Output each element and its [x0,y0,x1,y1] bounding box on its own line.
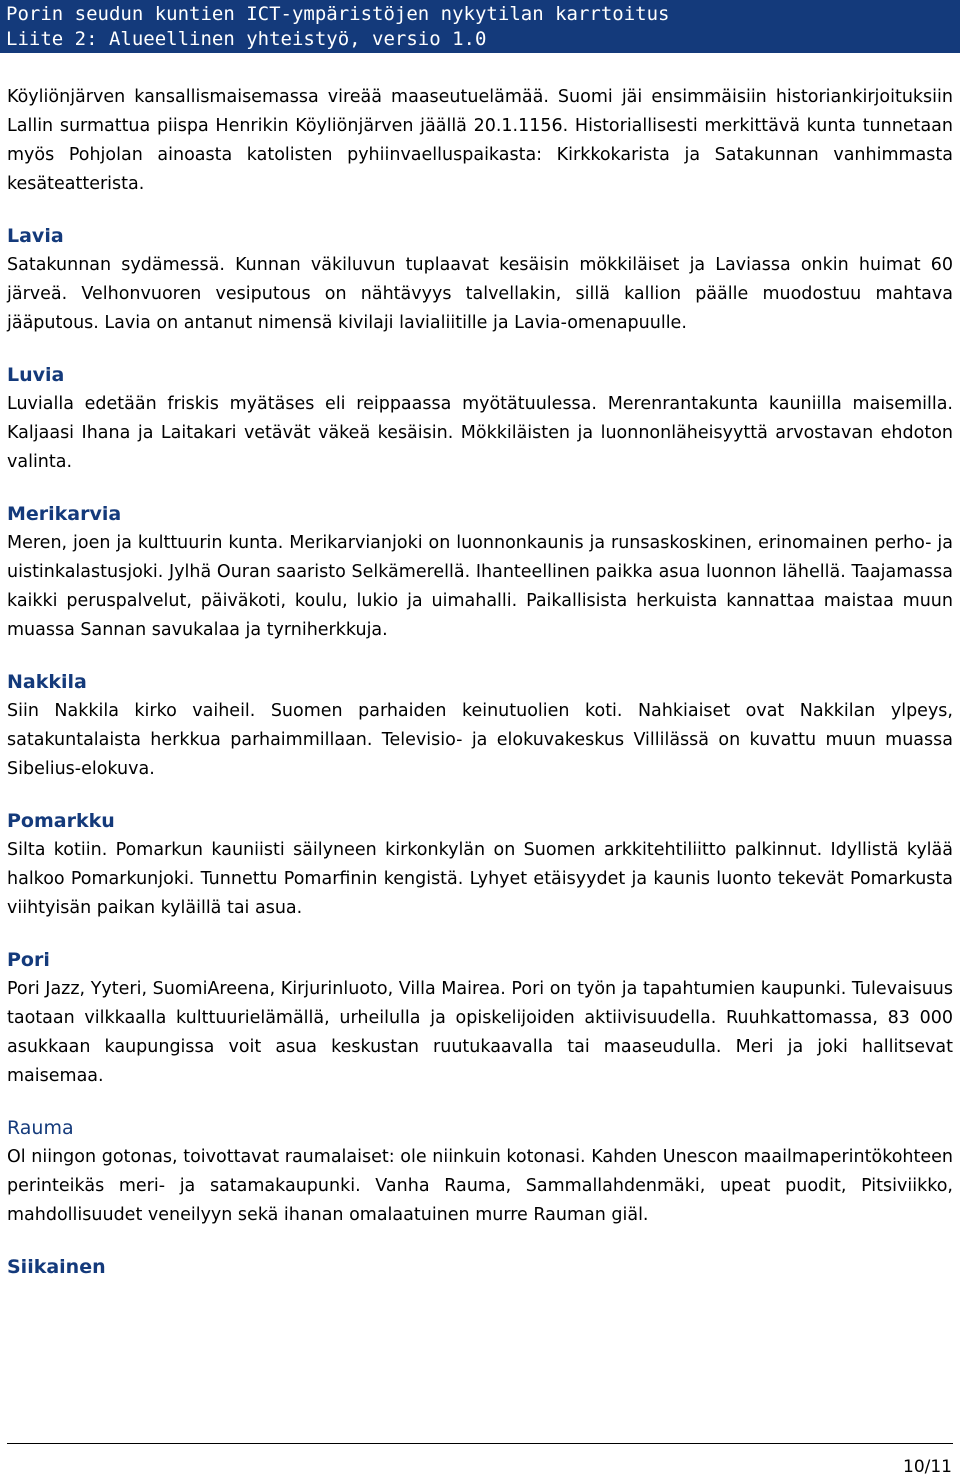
section-rauma [7,1114,953,1230]
section-text: Satakunnan sydämessä. Kunnan väkiluvun tuplaavat kesäisin mökkiläiset ja Laviassa onkin huimat 60 järveä. Velhonvuoren vesiputous on nähtävyys talvellakin, sillä kallion päälle muodostuu mahtava jääputous. Lavia on antanut nimensä kivilaji lavialiitille ja Lavia-omenapuulle. [7,255,953,333]
header-subtitle: Liite 2: Alueellinen yhteistyö, versio 1.0 [6,28,487,50]
header-title: Porin seudun kuntien ICT-ympäristöjen nykytilan karrtoitus [6,3,670,25]
section-text: Silta kotiin. Pomarkun kauniisti säilyneen kirkonkylän on Suomen arkkitehtiliitto palkinnut. Idyllistä kylää halkoo Pomarkunjoki. Tunnettu Pomarfinin kengistä. Lyhyet etäisyydet ja kaunis luonto tekevät Pomarkusta viihtyisän paikan kyläillä tai asua. [7,840,953,918]
section-heading: Nakkila [7,671,87,693]
section-merikarvia [7,500,953,645]
footer-divider [7,1443,953,1444]
section-heading: Luvia [7,364,65,386]
section-siikainen [7,1253,953,1282]
section-text: Meren, joen ja kulttuurin kunta. Merikarvianjoki on luonnonkaunis ja runsaskoskinen, erinomainen perho- ja uistinkalastusjoki. Jylhä Ouran saaristo Selkämerellä. Ihanteellinen paikka asua luonnon lähellä. Taajamassa kaikki peruspalvelut, päiväkoti, koulu, lukio ja uimahalli. Paikallisista herkuista kannattaa maistaa muun muassa Sannan savukalaa ja tyrniherkkuja. [7,533,953,640]
section-nakkila [7,668,953,784]
section-lavia [7,222,953,338]
section-heading: Pomarkku [7,810,115,832]
page-number: 10/11 [903,1457,952,1477]
section-heading: Merikarvia [7,503,122,525]
section-text: Ol niingon gotonas, toivottavat raumalaiset: ole niinkuin kotonasi. Kahden Unescon maailmaperintökohteen perinteikäs meri- ja satamakaupunki. Vanha Rauma, Sammallahdenmäki, upeat puodit, Pitsiviikko, mahdollisuudet veneilyyn sekä ihanan omalaatuinen murre Rauman giäl. [7,1147,953,1225]
section-text: Pori Jazz, Yyteri, SuomiAreena, Kirjurinluoto, Villa Mairea. Pori on työn ja tapahtumien kaupunki. Tulevaisuus taotaan vilkkaalla kulttuurielämällä, urheilulla ja opiskelijoiden aktiivisuudella. Ruuhkattomassa, 83 000 asukkaan kaupungissa voit asua keskustan ruutukaavalla tai maaseudulla. Meri ja joki hallitsevat maisemaa. [7,979,953,1086]
section-pori [7,946,953,1091]
section-pomarkku [7,807,953,923]
document-header [0,0,960,53]
section-heading: Rauma [7,1117,74,1139]
section-luvia [7,361,953,477]
section-heading: Lavia [7,225,64,247]
section-heading: Siikainen [7,1256,106,1278]
section-text: Siin Nakkila kirko vaiheil. Suomen parhaiden keinutuolien koti. Nahkiaiset ovat Nakkilan ylpeys, satakuntalaista herkkua parhaimmillaan. Televisio- ja elokuvakeskus Villilässä on kuvattu muun muassa Sibelius-elokuva. [7,701,953,779]
document-body [7,83,953,1282]
section-text: Luvialla edetään friskis myätäses eli reippaassa myötätuulessa. Merenrantakunta kauniilla maisemilla. Kaljaasi Ihana ja Laitakari vetävät väkeä kesäisin. Mökkiläisten ja luonnonläheisyyttä arvostavan ehdoton valinta. [7,394,953,472]
intro-paragraph: Köyliönjärven kansallismaisemassa vireää maaseutuelämää. Suomi jäi ensimmäisiin historiankirjoituksiin Lallin surmattua piispa Henrikin Köyliönjärven jäällä 20.1.1156. Historiallisesti merkittävä kunta tunnetaan myös Pohjolan ainoasta katolisten pyhiinvaelluspaikasta: Kirkkokarista ja Satakunnan vanhimmasta kesäteatterista. [7,87,953,194]
section-heading: Pori [7,949,50,971]
